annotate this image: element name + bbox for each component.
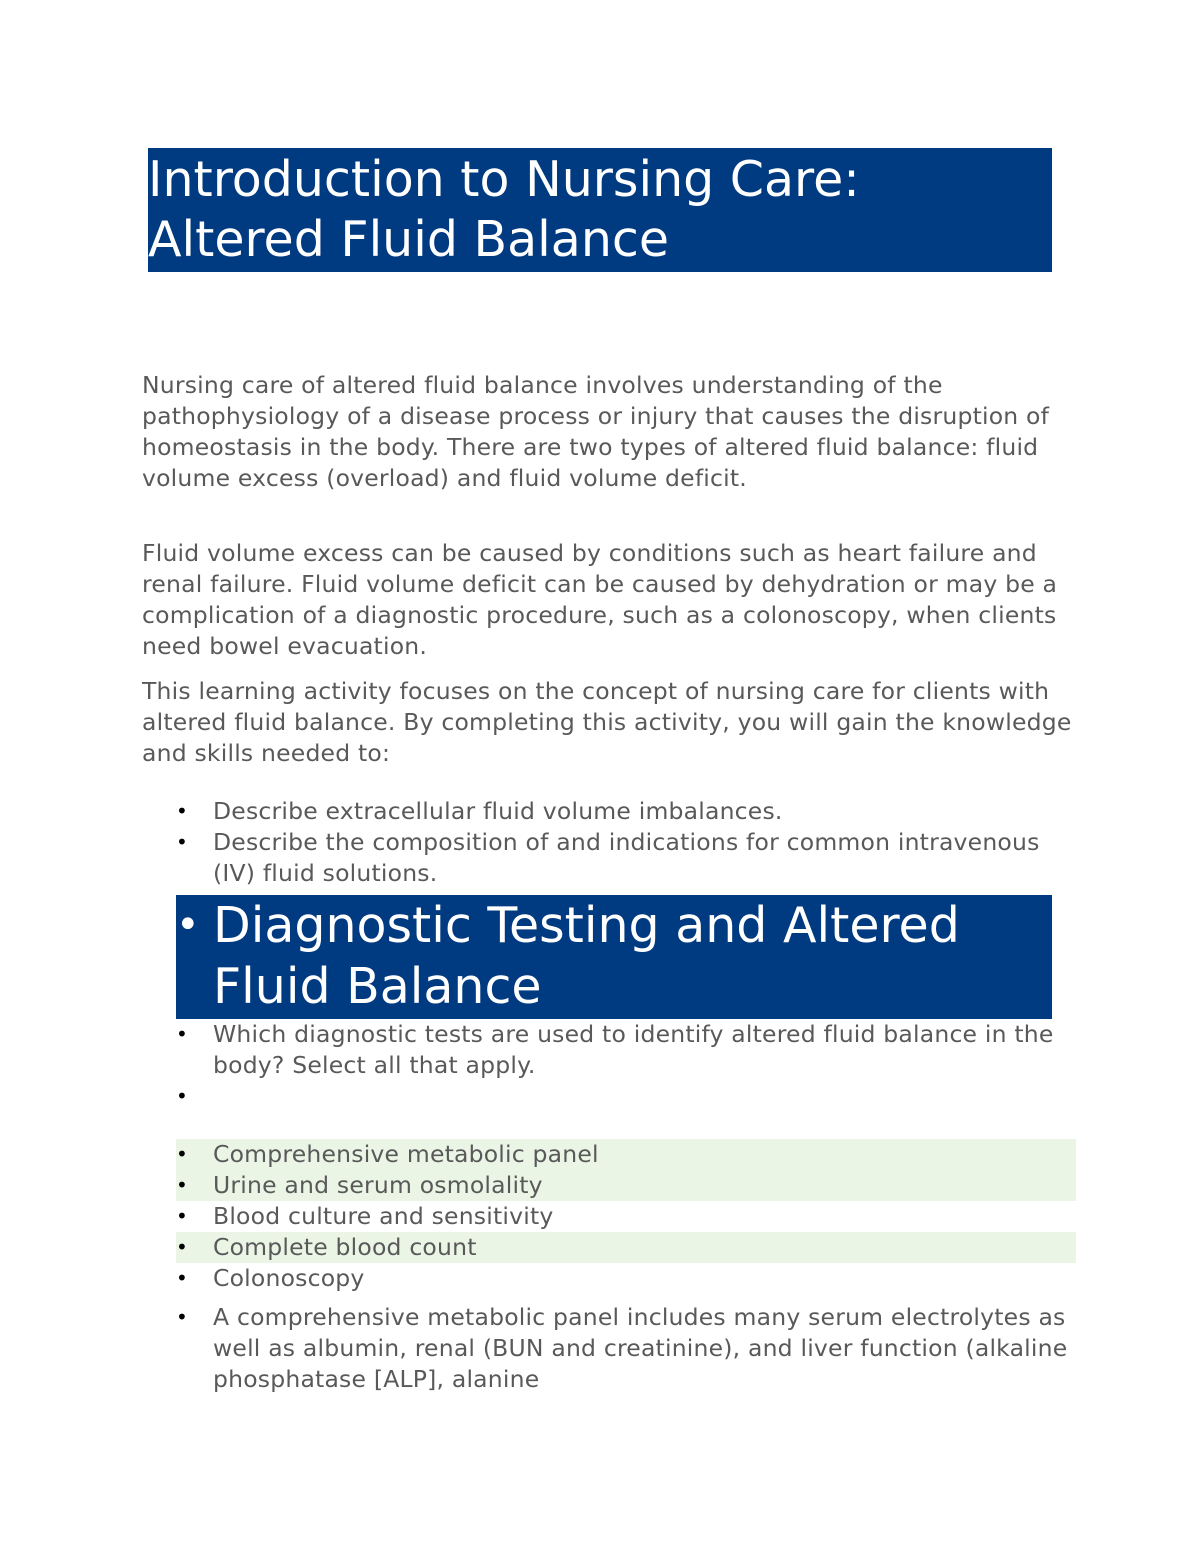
bullet-icon: • [176,1235,188,1259]
answer-option-label: Comprehensive metabolic panel [213,1140,599,1168]
objective-text: Describe extracellular fluid volume imbalances. [213,797,783,825]
explanation-list [176,1302,1076,1395]
bullet-icon: • [176,1305,188,1329]
question-list [176,1019,1076,1112]
objectives-list [176,796,1076,889]
document-title [148,148,1052,272]
bullet-icon: • [176,902,200,948]
title-line-1: Introduction to Nursing Care: [148,151,860,208]
intro-paragraph-1: Nursing care of altered fluid balance involves understanding of the pathophysiology of a disease process or injury that causes the disruption of homeostasis in the body. There are two types of altered fluid balance: fluid volume excess (overload) and fluid volume deficit. [142,371,1050,492]
answer-option-label: Complete blood count [213,1233,477,1261]
answer-option-label: Blood culture and sensitivity [213,1202,554,1230]
bullet-icon: • [176,799,188,823]
question-text: Which diagnostic tests are used to identify altered fluid balance in the body? Select all that apply. [213,1020,1054,1079]
answer-option-label: Colonoscopy [213,1264,365,1292]
section-heading-line-1: Diagnostic Testing and Altered [213,897,960,954]
bullet-icon: • [176,830,188,854]
bullet-icon: • [176,1022,188,1046]
list-item [176,1019,1076,1081]
list-item [176,827,1076,889]
answer-option[interactable] [176,1201,1076,1232]
bullet-icon: • [176,1204,188,1228]
intro-paragraph-3: This learning activity focuses on the concept of nursing care for clients with altered fluid balance. By completing this activity, you will gain the knowledge and skills needed to: [142,677,1072,767]
objective-text: Describe the composition of and indications for common intravenous (IV) fluid solutions. [213,828,1040,887]
answer-option[interactable] [176,1139,1076,1170]
bullet-icon: • [176,1173,188,1197]
bullet-icon: • [176,1266,188,1290]
answer-option[interactable] [176,1263,1076,1294]
list-item [176,1302,1076,1395]
section-heading-line-2: Fluid Balance [213,958,542,1015]
answer-option-label: Urine and serum osmolality [213,1171,543,1199]
section-heading [176,895,1052,1019]
intro-paragraph-2: Fluid volume excess can be caused by conditions such as heart failure and renal failure. Fluid volume deficit can be caused by dehydration or may be a complication of a diagnostic procedure, such as a colonoscopy, when clients need bowel evacuation. [142,539,1058,660]
bullet-icon: • [176,1084,188,1108]
list-item [176,1081,1076,1112]
title-line-2: Altered Fluid Balance [148,211,669,268]
answer-option[interactable] [176,1170,1076,1201]
answer-option[interactable] [176,1232,1076,1263]
explanation-text: A comprehensive metabolic panel includes many serum electrolytes as well as albumin, renal (BUN and creatinine), and liver function (alkaline phosphatase [ALP], alanine [213,1303,1068,1393]
answer-options-list [176,1139,1076,1294]
list-item [176,796,1076,827]
bullet-icon: • [176,1142,188,1166]
